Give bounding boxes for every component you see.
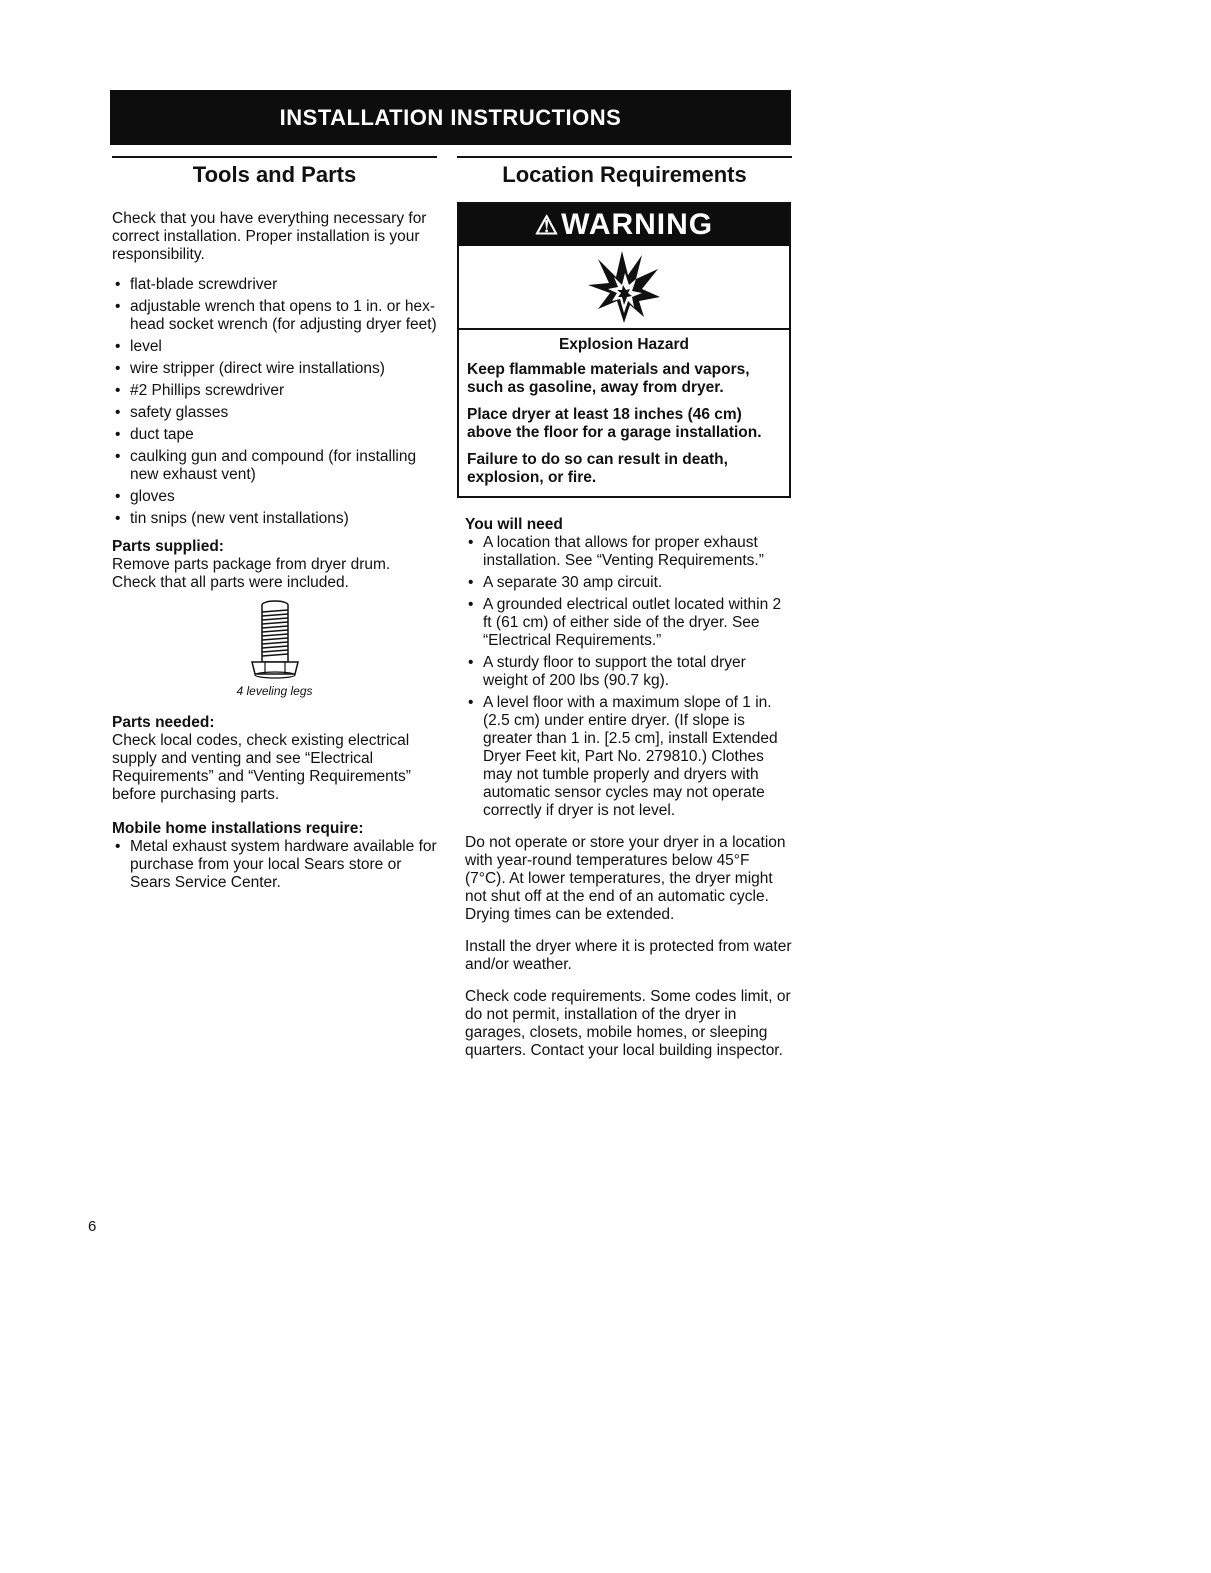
parts-supplied-heading: Parts supplied:: [112, 538, 224, 555]
warning-header: [459, 204, 789, 246]
needs-list: [457, 534, 792, 820]
list-item: • safety glasses: [112, 404, 437, 422]
location-paragraph: Check code requirements. Some codes limit, or do not permit, installation of the dryer in garages, closets, mobile homes, or sleeping quarters. Contact your local building inspector.: [465, 987, 791, 1059]
location-requirements-section: [457, 156, 792, 1060]
warning-line: Place dryer at least 18 inches (46 cm) above the floor for a garage installation.: [467, 405, 762, 441]
section-rule: [457, 156, 792, 158]
list-item: • Metal exhaust system hardware available for purchase from your local Sears store or Sears Service Center.: [112, 838, 437, 892]
location-section-title: Location Requirements: [502, 162, 747, 187]
figure-caption: 4 leveling legs: [236, 684, 313, 698]
you-will-need-heading: You will need: [465, 515, 563, 533]
tools-section-title: Tools and Parts: [192, 162, 357, 187]
section-rule: [112, 156, 437, 158]
page-number: 6: [88, 1218, 97, 1235]
warning-label: WARNING: [561, 208, 714, 241]
parts-needed-heading: Parts needed:: [112, 714, 215, 731]
explosion-icon-panel: [459, 246, 789, 330]
tools-intro: Check that you have everything necessary for correct installation. Proper installation is your responsibility.: [112, 210, 427, 263]
mobile-home-list: [112, 838, 437, 892]
explosion-icon: [584, 249, 664, 325]
warning-line: Keep flammable materials and vapors, such as gasoline, away from dryer.: [467, 360, 750, 396]
list-item: • A separate 30 amp circuit.: [465, 574, 792, 592]
list-item: • A location that allows for proper exhaust installation. See “Venting Requirements.”: [465, 534, 792, 570]
list-item: • caulking gun and compound (for installing new exhaust vent): [112, 448, 437, 484]
list-item: • A grounded electrical outlet located within 2 ft (61 cm) of either side of the dryer. See “Electrical Requirements.”: [465, 596, 792, 650]
warning-body: [459, 330, 789, 496]
list-item: • duct tape: [112, 426, 437, 444]
tools-list: [112, 276, 437, 528]
leveling-leg-figure: [112, 598, 437, 698]
warning-box: [457, 202, 791, 498]
page-banner: INSTALLATION INSTRUCTIONS: [110, 90, 791, 145]
list-item: • #2 Phillips screwdriver: [112, 382, 437, 400]
list-item: • flat-blade screwdriver: [112, 276, 437, 294]
list-item: • tin snips (new vent installations): [112, 510, 437, 528]
hazard-title: Explosion Hazard: [558, 336, 690, 353]
leveling-leg-icon: [245, 598, 305, 680]
list-item: • wire stripper (direct wire installations): [112, 360, 437, 378]
warning-line: Failure to do so can result in death, explosion, or fire.: [467, 450, 728, 486]
list-item: • A level floor with a maximum slope of 1 in. (2.5 cm) under entire dryer. (If slope is greater than 1 in. [2.5 cm], install Extended Dryer Feet kit, Part No. 279810.) Clothes may not tumble properly and dryers with automatic sensor cycles may not operate correctly if dryer is not level.: [465, 694, 792, 820]
warning-triangle-icon: ⚠: [534, 210, 560, 240]
mobile-home-heading: Mobile home installations require:: [112, 820, 364, 837]
location-paragraph: Do not operate or store your dryer in a location with year-round temperatures below 45°F (7°C). At lower temperatures, the dryer might not shut off at the end of an automatic cycle. Drying times can be extended.: [465, 833, 786, 923]
location-paragraph: Install the dryer where it is protected from water and/or weather.: [465, 937, 792, 973]
list-item: • level: [112, 338, 437, 356]
tools-and-parts-section: [112, 156, 437, 896]
parts-needed-text: Check local codes, check existing electrical supply and venting and see “Electrical Requirements” and “Venting Requirements” before purchasing parts.: [112, 732, 411, 803]
list-item: • gloves: [112, 488, 437, 506]
list-item: • adjustable wrench that opens to 1 in. or hex-head socket wrench (for adjusting dryer feet): [112, 298, 437, 334]
parts-supplied-text: Remove parts package from dryer drum. Check that all parts were included.: [112, 556, 391, 591]
list-item: • A sturdy floor to support the total dryer weight of 200 lbs (90.7 kg).: [465, 654, 792, 690]
